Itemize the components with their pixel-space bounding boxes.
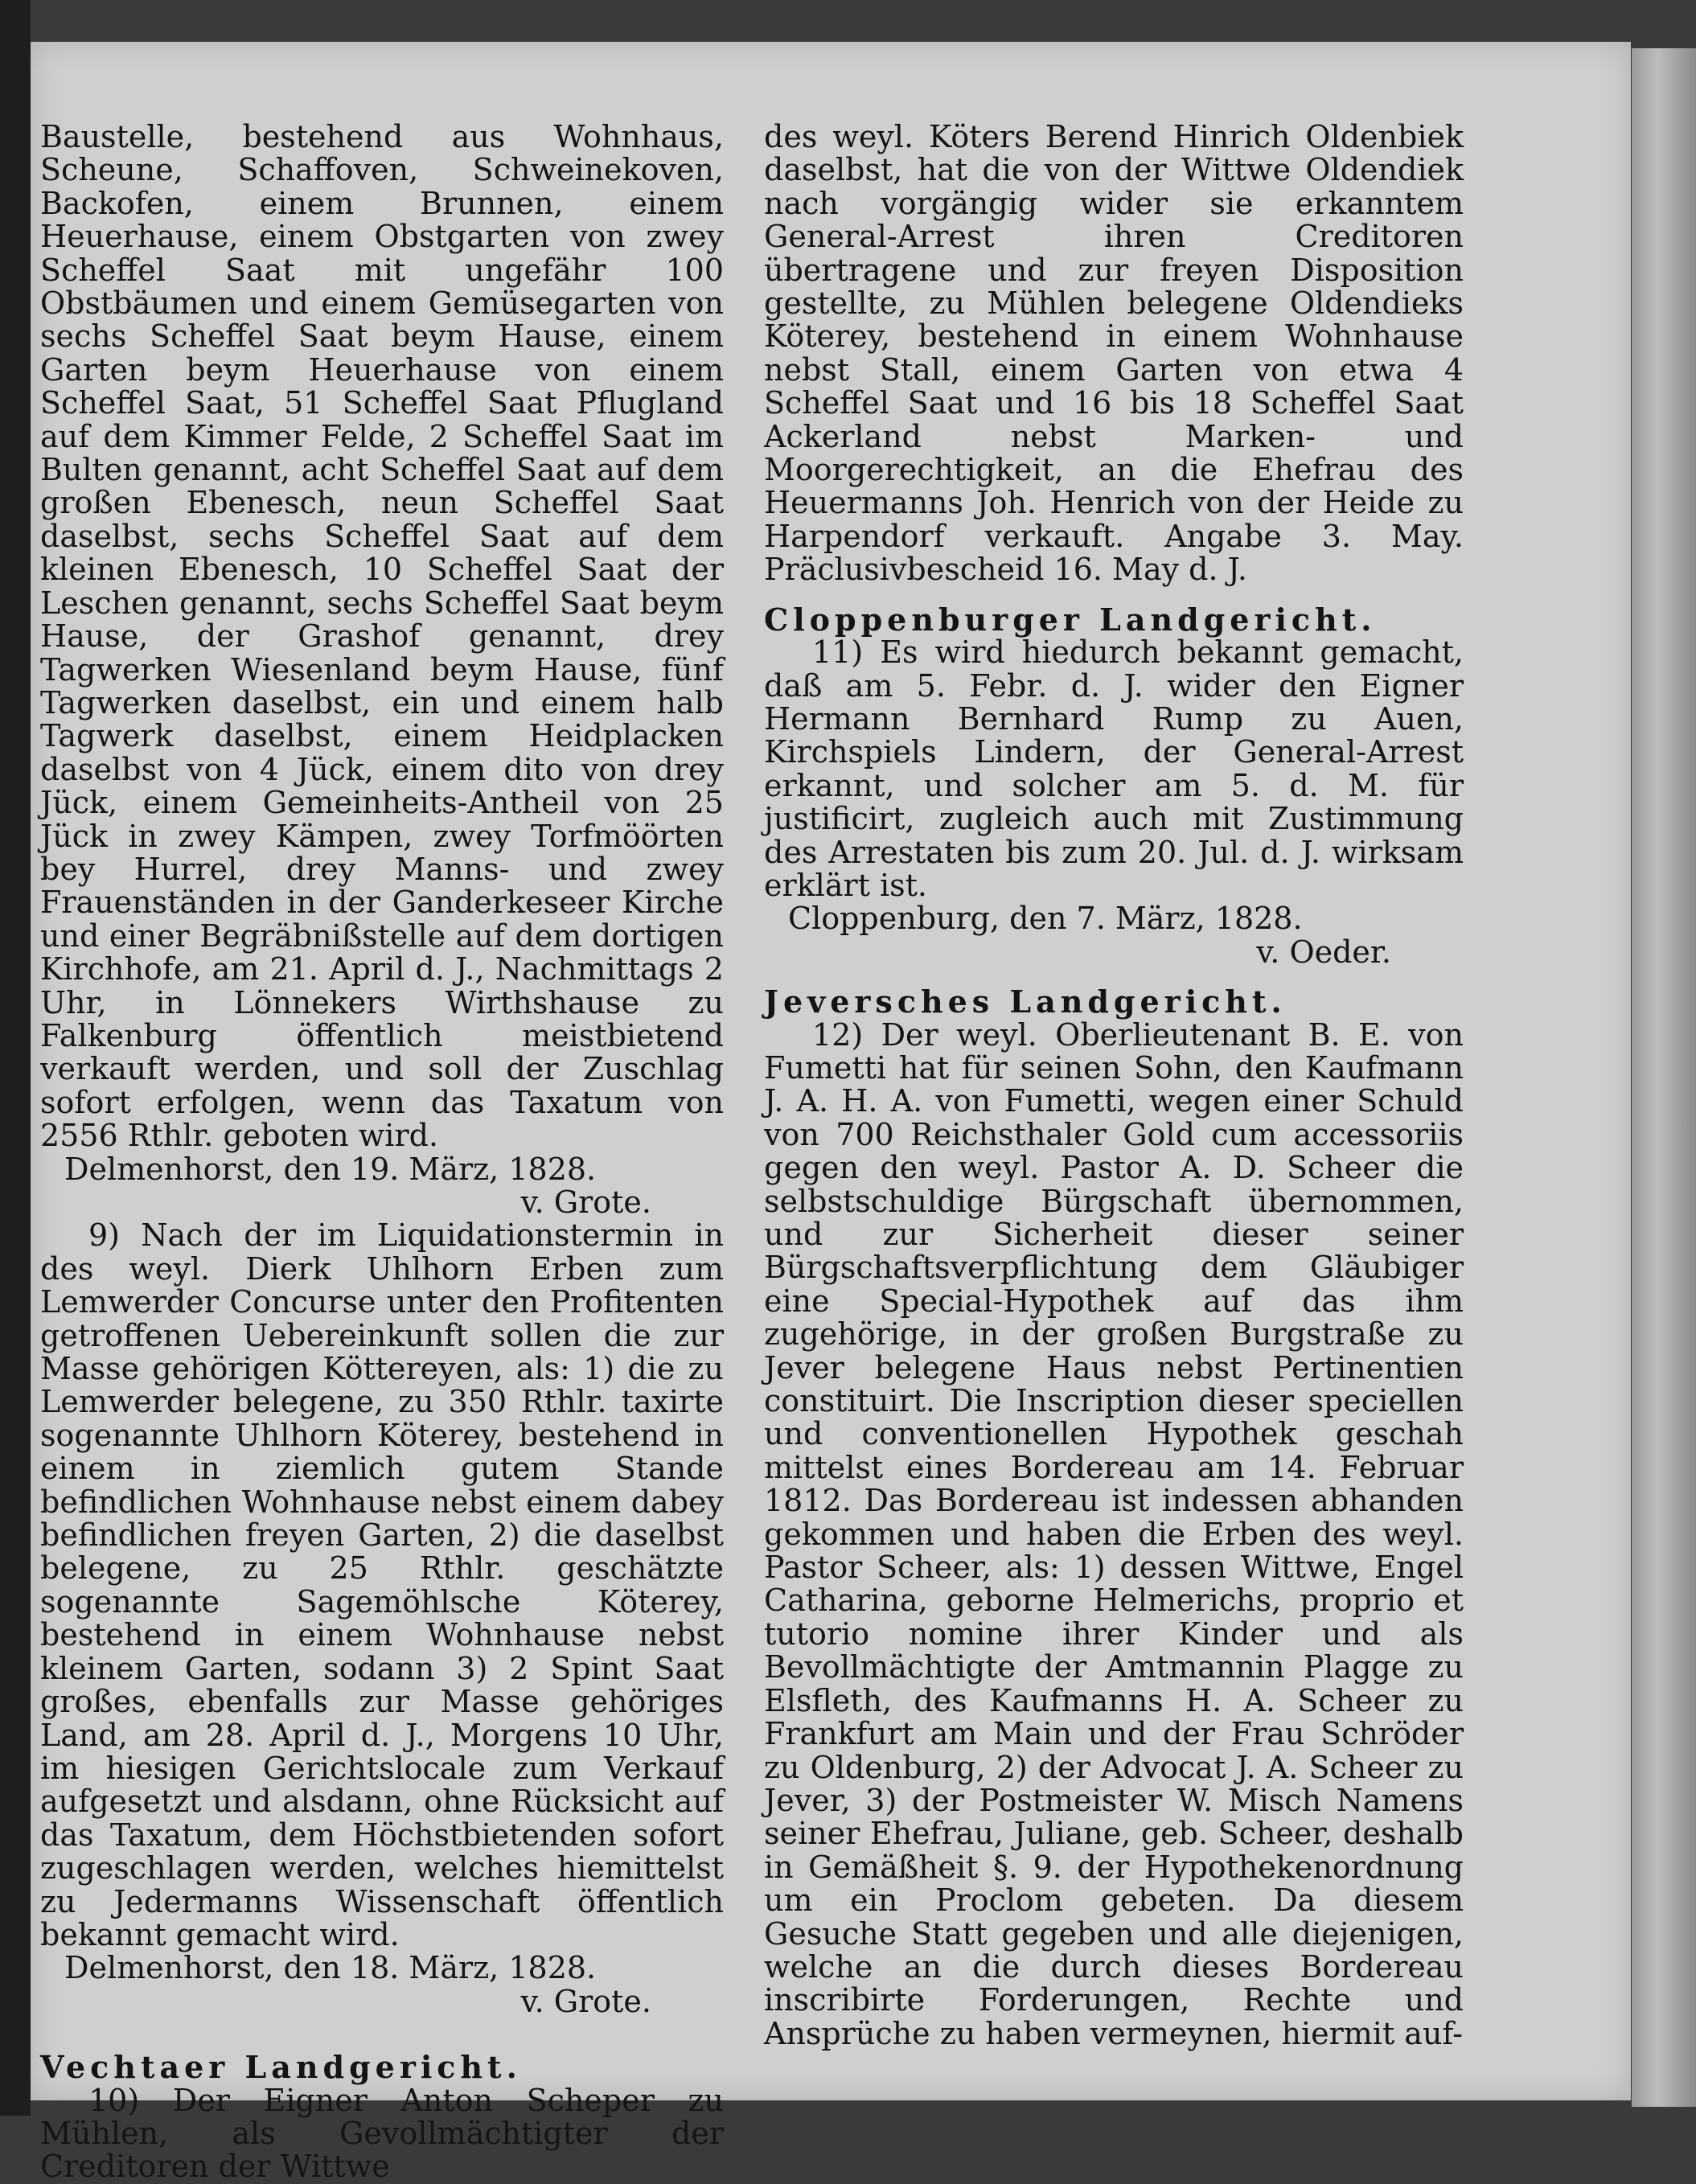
right-section-heading-1: Cloppenburger Landgericht.	[764, 601, 1377, 638]
left-place-date-2: Delmenhorst, den 18. März, 1828.	[64, 1950, 597, 1986]
right-signature-1: v. Oeder.	[1256, 934, 1391, 970]
left-paragraph-3: 10) Der Eigner Anton Scheper zu Mühlen, als Gevollmächtigter der Creditoren der Wittwe	[40, 2082, 724, 2184]
scan-left-edge	[0, 0, 31, 2116]
right-place-date-1: Cloppenburg, den 7. März, 1828.	[788, 901, 1303, 937]
scan-right-edge	[1632, 48, 1696, 2107]
left-signature-1: v. Grote.	[520, 1184, 651, 1220]
left-place-date-1: Delmenhorst, den 19. März, 1828.	[64, 1151, 597, 1187]
left-paragraph-2: 9) Nach der im Liquidationstermin in des weyl. Dierk Uhlhorn Erben zum Lemwerder Concurse unter den Profitenten getroffenen Uebereinkunft sollen die zur Masse gehörigen Köttereyen, als: 1) die zu Lemwerder belegene, zu 350 Rthlr. taxirte sogenannte Uhlhorn Köterey, bestehend in einem in ziemlich gutem Stande befindlichen Wohnhause nebst einem dabey befindlichen freyen Garten, 2) die daselbst belegene, zu 25 Rthlr. geschätzte sogenannte Sagemöhlsche Köterey, bestehend in einem Wohnhause nebst kleinem Garten, sodann 3) 2 Spint Saat großes, ebenfalls zur Masse gehöriges Land, am 28. April d. J., Morgens 10 Uhr, im hiesigen Gerichtslocale zum Verkauf aufgesetzt und alsdann, ohne Rücksicht auf das Taxatum, dem Höchstbietenden sofort zugeschlagen werden, welches hiemittelst zu Jedermanns Wissenschaft öffentlich bekannt gemacht wird.	[40, 1217, 724, 1952]
right-section-heading-2: Jeversches Landgericht.	[764, 983, 1287, 1020]
right-column	[764, 121, 1464, 2051]
left-paragraph-1: Baustelle, bestehend aus Wohnhaus, Scheune, Schaffoven, Schweinekoven, Backofen, einem Brunnen, einem Heuerhause, einem Obstgarten von zwey Scheffel Saat mit ungefähr 100 Obstbäumen und einem Gemüsegarten von sechs Scheffel Saat beym Hause, einem Garten beym Heuerhause von einem Scheffel Saat, 51 Scheffel Saat Pflugland auf dem Kimmer Felde, 2 Scheffel Saat im Bulten genannt, acht Scheffel Saat auf dem großen Ebenesch, neun Scheffel Saat daselbst, sechs Scheffel Saat auf dem kleinen Ebenesch, 10 Scheffel Saat der Leschen genannt, sechs Scheffel Saat beym Hause, der Grashof genannt, drey Tagwerken Wiesenland beym Hause, fünf Tagwerken daselbst, ein und einem halb Tagwerk daselbst, einem Heidplacken daselbst von 4 Jück, einem dito von drey Jück, einem Gemeinheits-Antheil von 25 Jück in zwey Kämpen, zwey Torfmöörten bey Hurrel, drey Manns- und zwey Frauenständen in der Ganderkeseer Kirche und einer Begräbnißstelle auf dem dortigen Kirchhofe, am 21. April d. J., Nachmittags 2 Uhr, in Lönnekers Wirthshause zu Falkenburg öffentlich meistbietend verkauft werden, und soll der Zuschlag sofort erfolgen, wenn das Taxatum von 2556 Rthlr. geboten wird.	[40, 119, 724, 1154]
right-paragraph-3: 12) Der weyl. Oberlieutenant B. E. von Fumetti hat für seinen Sohn, den Kaufmann J. A. H. A. von Fumetti, wegen einer Schuld von 700 Reichsthaler Gold cum accessoriis gegen den weyl. Pastor A. D. Scheer die selbstschuldige Bürgschaft übernommen, und zur Sicherheit dieser seiner Bürgschaftsverpflichtung dem Gläubiger eine Special-Hypothek auf das ihm zugehörige, in der großen Burgstraße zu Jever belegene Haus nebst Pertinentien constituirt. Die Inscription dieser speciellen und conventionellen Hypothek geschah mittelst eines Bordereau am 14. Februar 1812. Das Bordereau ist indessen abhanden gekommen und haben die Erben des weyl. Pastor Scheer, als: 1) dessen Wittwe, Engel Catharina, geborne Helmerichs, proprio et tutorio nomine ihrer Kinder und als Bevollmächtigte der Amtmannin Plagge zu Elsfleth, des Kaufmanns H. A. Scheer zu Frankfurt am Main und der Frau Schröder zu Oldenburg, 2) der Advocat J. A. Scheer zu Jever, 3) der Postmeister W. Misch Namens seiner Ehefrau, Juliane, geb. Scheer, deshalb in Gemäßheit §. 9. der Hypothekenordnung um ein Proclom gebeten. Da diesem Gesuche Statt gegeben und alle diejenigen, welche an die durch dieses Bordereau inscribirte Forderungen, Rechte und Ansprüche zu haben vermeynen, hiermit auf-	[764, 1016, 1464, 2051]
left-column	[40, 121, 724, 2184]
right-paragraph-1: des weyl. Köters Berend Hinrich Oldenbiek daselbst, hat die von der Wittwe Oldendiek nach vorgängig wider sie erkanntem General-Arrest ihren Creditoren übertragene und zur freyen Disposition gestellte, zu Mühlen belegene Oldendieks Köterey, bestehend in einem Wohnhause nebst Stall, einem Garten von etwa 4 Scheffel Saat und 16 bis 18 Scheffel Saat Ackerland nebst Marken- und Moorgerechtigkeit, an die Ehefrau des Heuermanns Joh. Henrich von der Heide zu Harpendorf verkauft. Angabe 3. May. Präclusivbescheid 16. May d. J.	[764, 119, 1464, 588]
right-paragraph-2: 11) Es wird hiedurch bekannt gemacht, daß am 5. Febr. d. J. wider den Eigner Hermann Bernhard Rump zu Auen, Kirchspiels Lindern, der General-Arrest erkannt, und solcher am 5. d. M. für justificirt, zugleich auch mit Zustimmung des Arrestaten bis zum 20. Jul. d. J. wirksam erklärt ist.	[764, 634, 1464, 903]
left-signature-2: v. Grote.	[520, 1983, 651, 2019]
left-section-heading: Vechtaer Landgericht.	[40, 2049, 522, 2086]
